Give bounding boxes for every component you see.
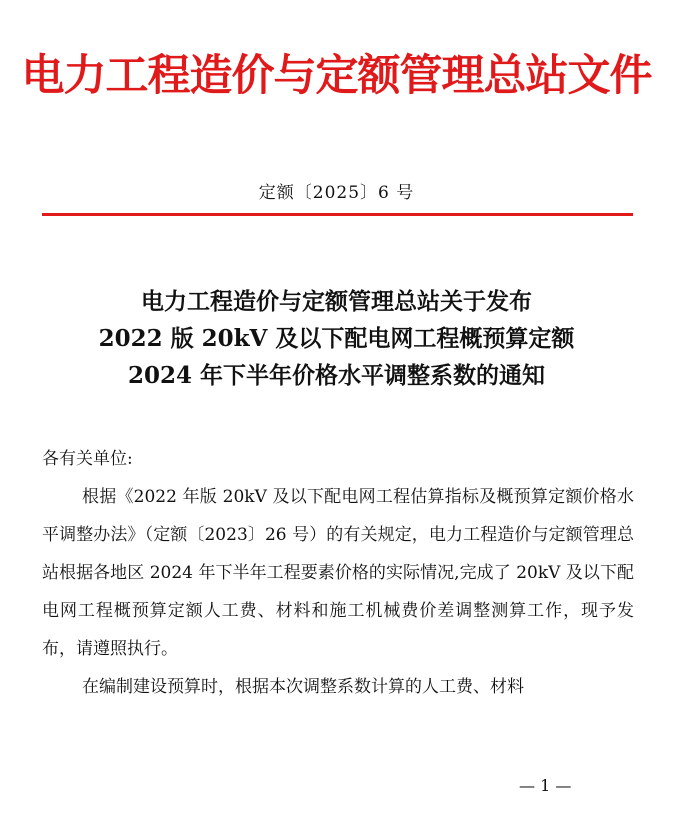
paragraph-2: 在编制建设预算时，根据本次调整系数计算的人工费、材料: [82, 677, 524, 697]
title-line-2: 2022 版 20kV 及以下配电网工程概预算定额: [98, 325, 575, 352]
paragraph-1: 根据《2022 年版 20kV 及以下配电网工程估算指标及概预算定额价格水平调整办法》（定额〔2023〕26 号）的有关规定，电力工程造价与定额管理总站根据各地区 2024 年下半年工程要素价格的实际情况,完成了 20kV 及以下配电网工程概预算定额人工费、材料和施工机械费价差调整测算工作，现予发布，请遵照执行。: [42, 487, 634, 659]
addressee: 各有关单位:: [42, 449, 133, 469]
document-body: [42, 440, 634, 706]
document-number: 定额〔2025〕6 号: [258, 183, 415, 203]
title-line-3: 2024 年下半年价格水平调整系数的通知: [127, 362, 546, 389]
title-line-1: 电力工程造价与定额管理总站关于发布: [141, 288, 532, 315]
page-number: — 1 —: [519, 776, 572, 795]
document-title: [0, 283, 673, 394]
issuer-header: 电力工程造价与定额管理总站文件: [21, 51, 652, 101]
red-divider-line: [42, 213, 633, 216]
